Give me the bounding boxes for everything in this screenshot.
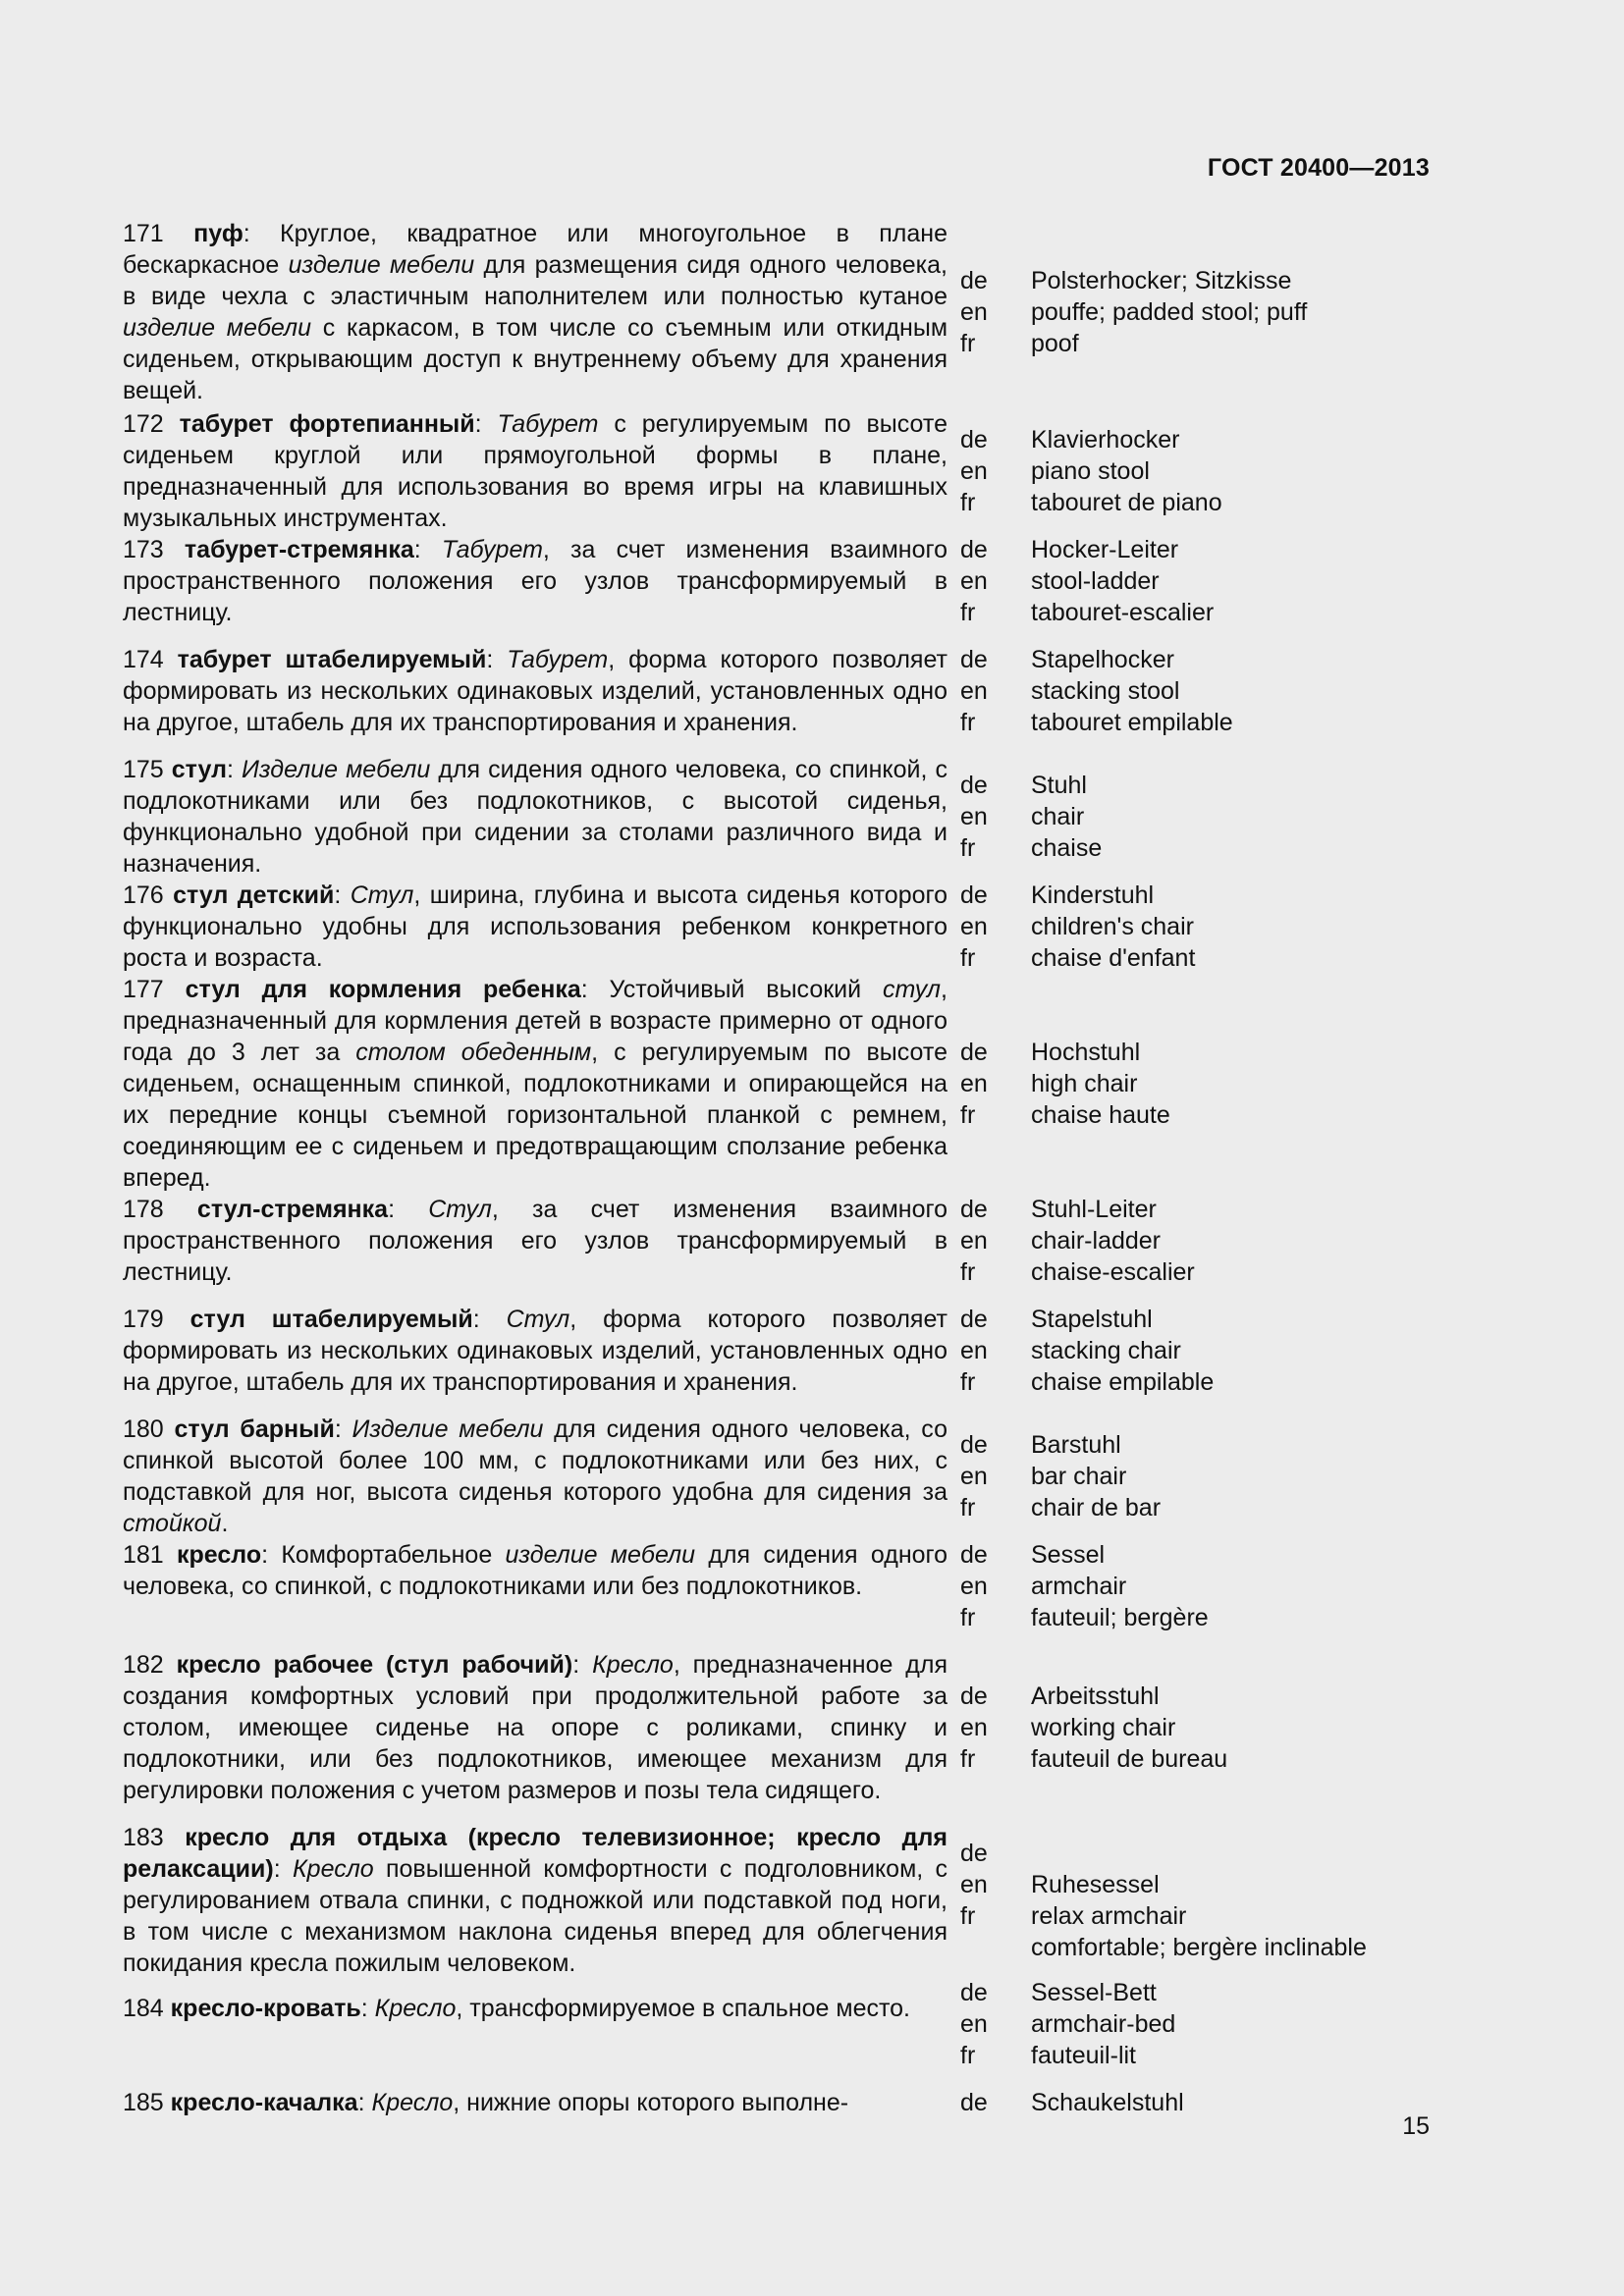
term-name: стул барный — [174, 1415, 335, 1443]
term-entry — [123, 754, 1430, 880]
term-entry — [123, 2087, 1430, 2118]
term-definition: 171 пуф: Круглое, квадратное или многоугольное в плане бескаркасное изделие мебели для размещения сидя одного человека, в виде чехла с эластичным наполнителем или полностью кутаное изделие мебели с каркасом, в том числе со съемным или откидным сиденьем, открывающим доступ к внутреннему объему для хранения вещей. — [123, 220, 948, 404]
translations: Sessel armchair fauteuil; bergère — [1031, 1541, 1209, 1631]
language-codes: de en fr — [960, 426, 988, 516]
term-entry — [123, 974, 1430, 1194]
term-name: пуф — [193, 220, 244, 247]
language-codes: de en fr — [960, 1541, 988, 1631]
term-definition: 177 стул для кормления ребенка: Устойчивый высокий стул, предназначенный для кормления детей в возрасте примерно от одного года до 3 лет за столом обеденным, с регулируемым по высоте сиденьем, оснащенным спинкой, подлокотниками и опирающейся на их передние концы съемной горизонтальной планкой с ремнем, соединяющим ее с сиденьем и предотвращающим сползание ребенка вперед. — [123, 976, 947, 1192]
term-name: табурет штабелируемый — [177, 646, 487, 673]
translations: Schaukelstuhl — [1031, 2089, 1184, 2116]
term-name: стул — [171, 756, 228, 783]
translations: Sessel-Bett armchair-bed fauteuil-lit — [1031, 1979, 1176, 2069]
term-definition: 174 табурет штабелируемый: Табурет, форма которого позволяет формировать из нескольких одинаковых изделий, установленных одно на другое, штабель для их транспортирования и хранения. — [123, 646, 947, 736]
term-definition: 184 кресло-кровать: Кресло, трансформируемое в спальное место. — [123, 1995, 910, 2022]
term-name: стул детский — [173, 881, 335, 909]
term-entry — [123, 1288, 1430, 1414]
term-entry — [123, 1979, 1430, 2087]
term-definition: 180 стул барный: Изделие мебели для сидения одного человека, со спинкой высотой более 100 мм, с подлокотниками или без них, с подставкой для ног, высота сиденья которого удобна для сидения за стойкой. — [123, 1415, 947, 1537]
term-definition: 178 стул-стремянка: Стул, за счет изменения взаимного пространственного положения его узлов трансформируемый в лестницу. — [123, 1196, 947, 1286]
translations: Stuhl chair chaise — [1031, 772, 1103, 862]
term-definition: 185 кресло-качалка: Кресло, нижние опоры которого выполне- — [123, 2089, 849, 2116]
term-entry — [123, 1633, 1430, 1822]
language-codes: de — [960, 2089, 988, 2116]
term-name: стул для кормления ребенка — [185, 976, 581, 1003]
term-entry — [123, 534, 1430, 628]
term-name: кресло рабочее (стул рабочий) — [176, 1651, 573, 1679]
document-header: ГОСТ 20400—2013 — [1207, 154, 1430, 182]
language-codes: de en fr — [960, 1979, 988, 2069]
term-entry — [123, 1414, 1430, 1539]
term-definition: 179 стул штабелируемый: Стул, форма которого позволяет формировать из нескольких одинаковых изделий, установленных одно на другое, штабель для их транспортирования и хранения. — [123, 1306, 947, 1396]
term-entry — [123, 880, 1430, 974]
term-entry — [123, 628, 1430, 754]
term-list — [123, 218, 1430, 2118]
language-codes: de en fr — [960, 772, 988, 862]
language-codes: de en fr — [960, 1039, 988, 1129]
term-entry — [123, 218, 1430, 408]
term-definition: 172 табурет фортепианный: Табурет с регулируемым по высоте сиденьем круглой или прямоугольной формы в плане, предназначенный для использования во время игры на клавишных музыкальных инструментах. — [123, 410, 947, 532]
term-definition: 181 кресло: Комфортабельное изделие мебели для сидения одного человека, со спинкой, с подлокотниками или без подлокотников. — [123, 1541, 948, 1600]
term-name: табурет фортепианный — [179, 410, 475, 438]
term-definition: 173 табурет-стремянка: Табурет, за счет изменения взаимного пространственного положения его узлов трансформируемый в лестницу. — [123, 536, 947, 626]
translations: Hochstuhl high chair chaise haute — [1031, 1039, 1170, 1129]
term-definition: 175 стул: Изделие мебели для сидения одного человека, со спинкой, с подлокотниками или без подлокотников, с высотой сиденья, функционально удобной при сидении за столами различного вида и назначения. — [123, 756, 947, 878]
translations: Kinderstuhl children's chair chaise d'enfant — [1031, 881, 1196, 972]
translations: Barstuhl bar chair chair de bar — [1031, 1431, 1162, 1522]
language-codes: de en fr — [960, 1306, 988, 1396]
term-definition: 176 стул детский: Стул, ширина, глубина и высота сиденья которого функционально удобны для использования ребенком конкретного роста и возраста. — [123, 881, 947, 972]
term-definition: 183 кресло для отдыха (кресло телевизионное; кресло для релаксации): Кресло повышенной комфортности с подголовником, с регулированием отвала спинки, с подножкой или подставкой под ноги, в том числе с механизмом наклона сиденья вперед для облегчения покидания кресла пожилым человеком. — [123, 1824, 948, 1977]
term-definition: 182 кресло рабочее (стул рабочий): Кресло, предназначенное для создания комфортных условий при продолжительной работе за столом, имеющее сиденье на опоре с роликами, спинку и подлокотники, или без подлокотников, имеющее механизм для регулировки положения с учетом размеров и позы тела сидящего. — [123, 1651, 947, 1804]
term-name: кресло-качалка — [170, 2089, 358, 2116]
language-codes: de en fr — [960, 1196, 988, 1286]
term-entry — [123, 1822, 1430, 1979]
term-name: кресло для отдыха (кресло телевизионное; кресло для релаксации) — [123, 1824, 948, 1883]
translations: Stapelhocker stacking stool tabouret empilable — [1031, 646, 1233, 736]
translations: Stuhl-Leiter chair-ladder chaise-escalier — [1031, 1196, 1195, 1286]
translations: Klavierhocker piano stool tabouret de piano — [1031, 426, 1222, 516]
term-name: кресло-кровать — [170, 1995, 361, 2022]
translations: Ruhesessel relax armchair comfortable; bergère inclinable — [1031, 1871, 1367, 1961]
term-name: табурет-стремянка — [184, 536, 414, 563]
language-codes: de en fr — [960, 1682, 988, 1773]
term-entry — [123, 408, 1430, 534]
language-codes: de en fr — [960, 646, 988, 736]
language-codes: de en fr — [960, 267, 988, 357]
term-name: кресло — [177, 1541, 262, 1569]
language-codes: de en fr — [960, 1431, 988, 1522]
term-entry — [123, 1539, 1430, 1633]
term-entry — [123, 1194, 1430, 1288]
translations: Arbeitsstuhl working chair fauteuil de bureau — [1031, 1682, 1228, 1773]
term-name: стул штабелируемый — [189, 1306, 473, 1333]
language-codes: de en fr — [960, 1840, 988, 1930]
language-codes: de en fr — [960, 536, 988, 626]
translations: Polsterhocker; Sitzkisse pouffe; padded stool; puff poof — [1031, 267, 1308, 357]
term-name: стул-стремянка — [196, 1196, 389, 1223]
page-number: 15 — [1402, 2112, 1430, 2140]
translations: Stapelstuhl stacking chair chaise empilable — [1031, 1306, 1215, 1396]
language-codes: de en fr — [960, 881, 988, 972]
translations: Hocker-Leiter stool-ladder tabouret-escalier — [1031, 536, 1215, 626]
